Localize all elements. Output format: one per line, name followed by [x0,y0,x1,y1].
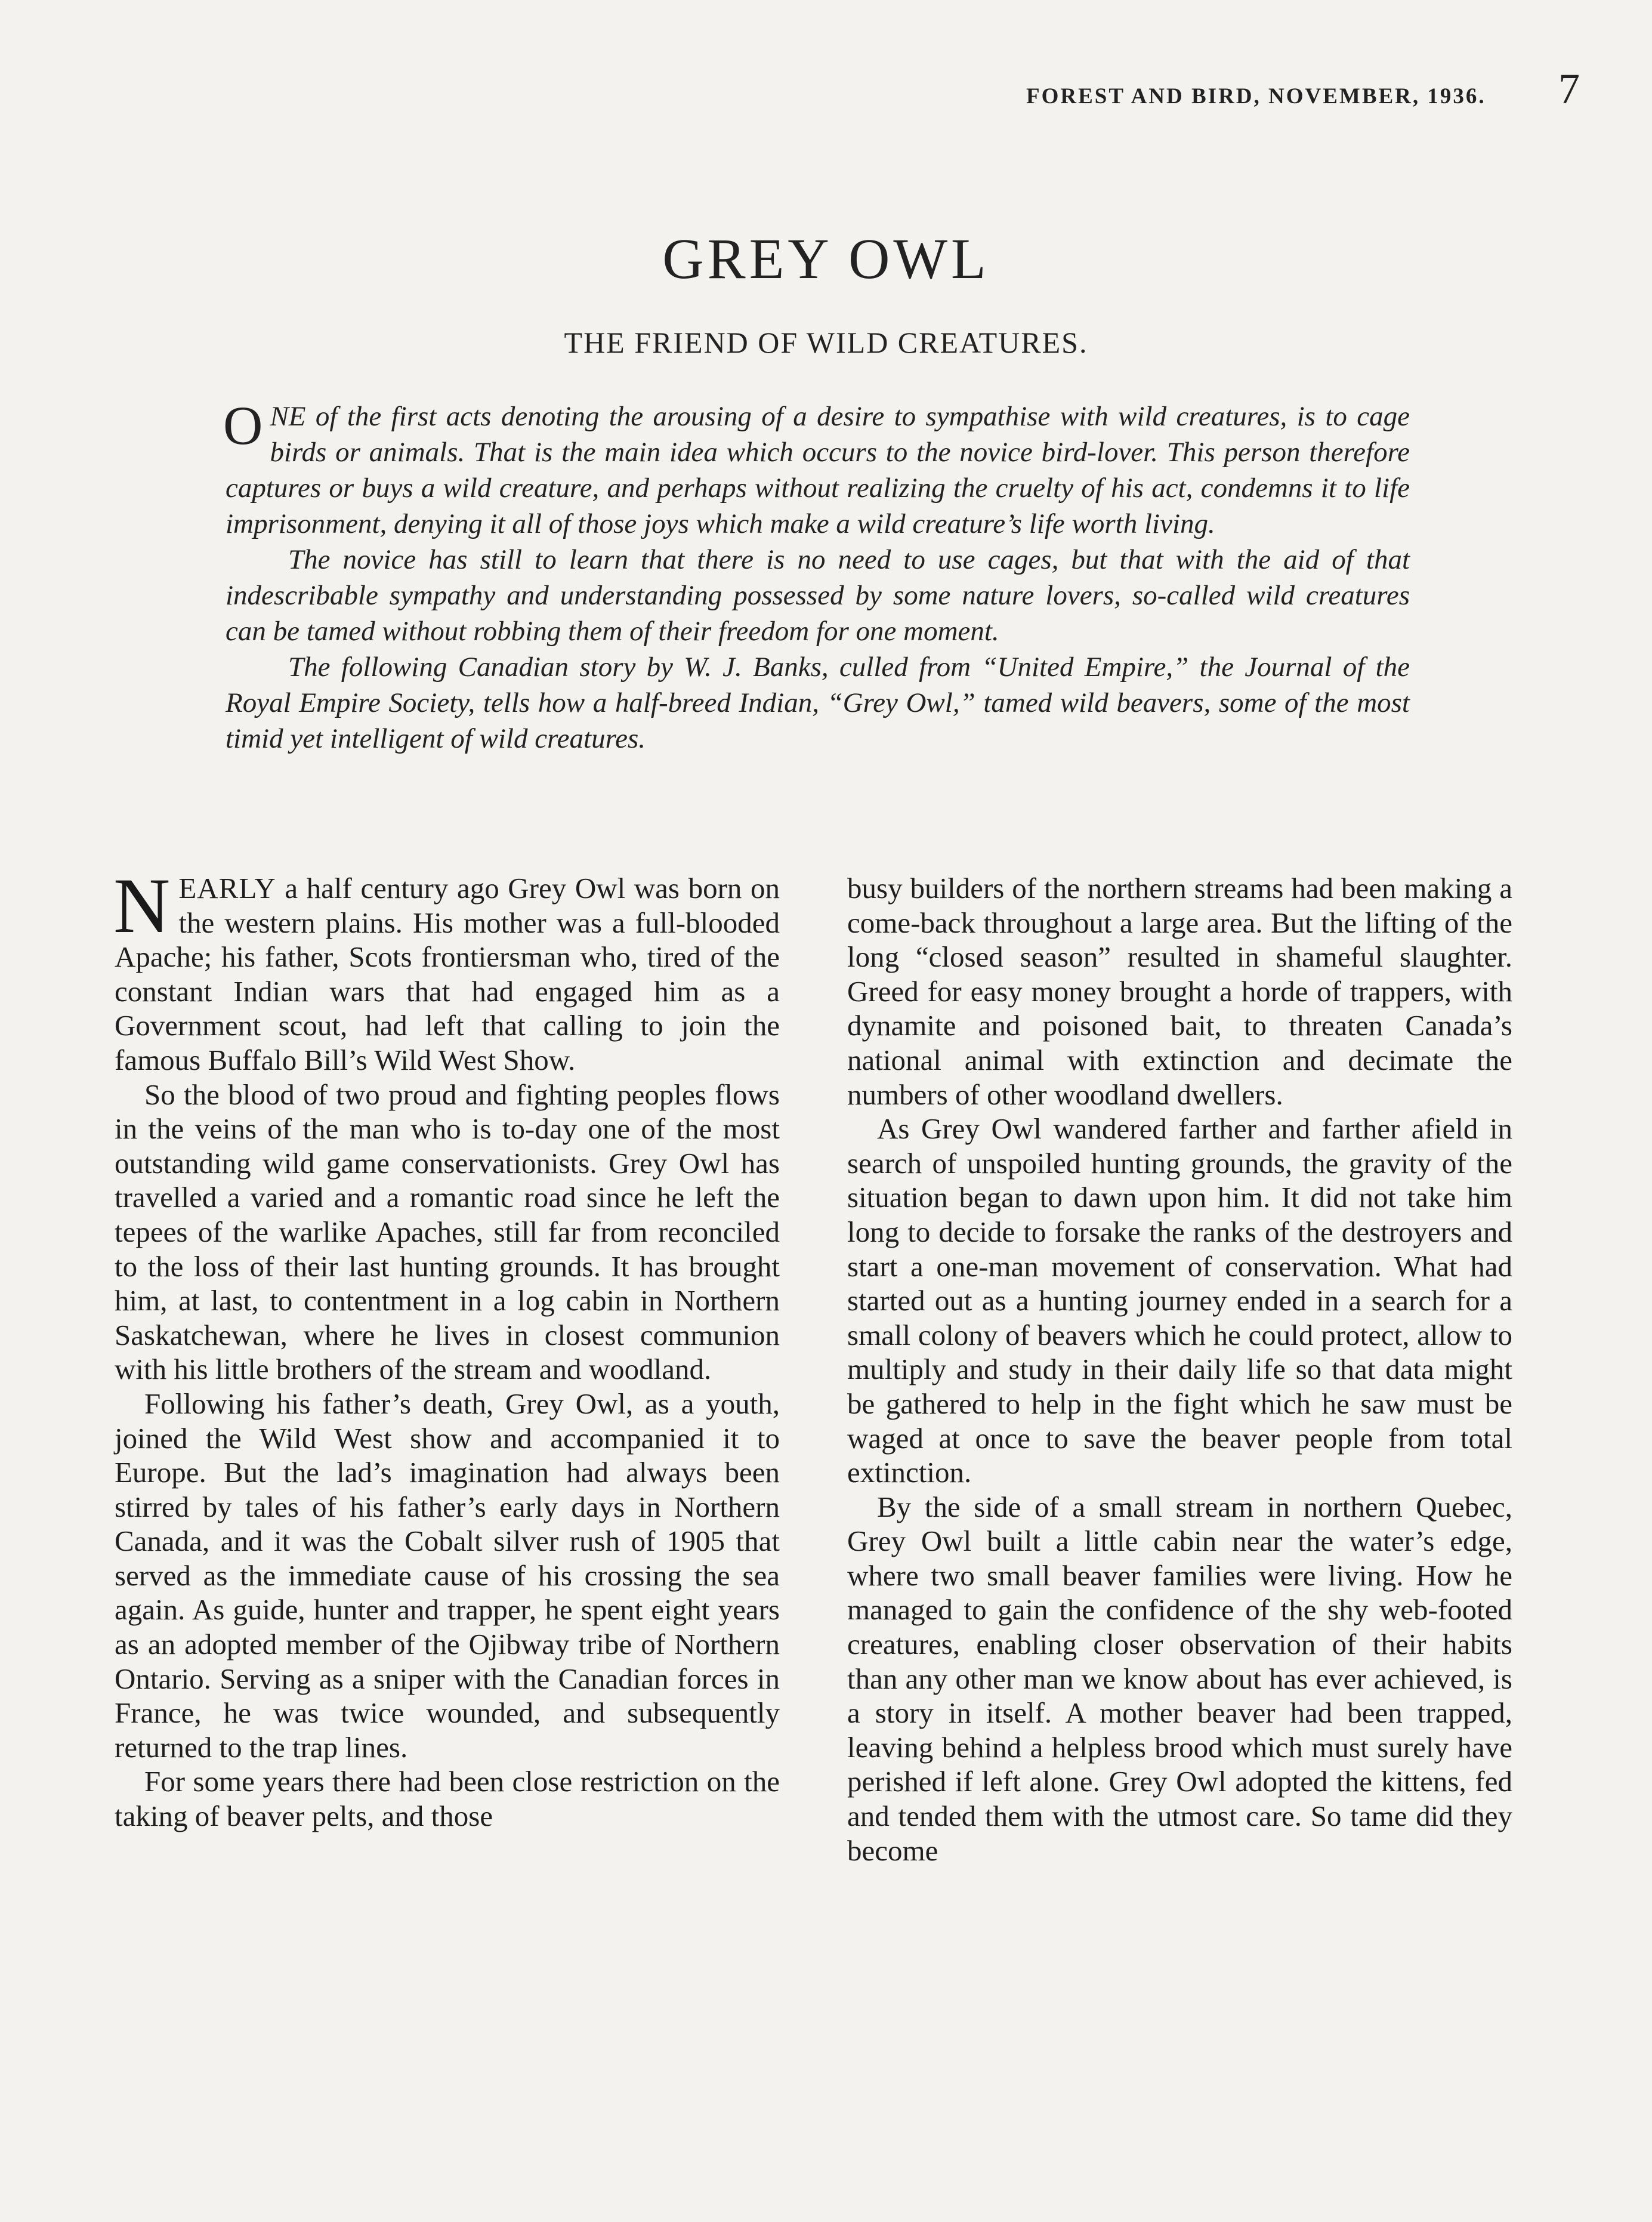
page-number: 7 [1558,65,1580,113]
intro-paragraph-1-text: NE of the first acts denoting the arousing of a desire to sympathise with wild creatures, is to cage birds or animals. That is the main idea which occurs to the novice bird-lover. This person therefore captures or buys a wild creature, and perhaps without realizing the cruelty of his act, condemns it to life imprisonment, denying it all of those joys which make a wild creature’s life worth living. [226,401,1410,539]
drop-cap: N [113,862,171,949]
running-head: FOREST AND BIRD, NOVEMBER, 1936. [1026,84,1486,109]
right-column [847,871,1512,1868]
article-title: GREY OWL [662,227,990,291]
left-column [113,862,780,1834]
right-paragraph-2: As Grey Owl wandered farther and farther afield in search of unspoiled hunting grounds, the gravity of the situation began to dawn upon him. It did not take him long to decide to forsake the ranks of the destroyers and start a one-man movement of conservation. What had started out as a hunting journey ended in a search for a small colony of beavers which he could protect, allow to multiply and study in their daily life so that data might be gathered to help in the fight which he saw must be waged at once to save the beaver people from total extinction. [847,1112,1512,1489]
editorial-intro [223,395,1410,757]
intro-initial: O [223,395,263,456]
intro-paragraph-2: The novice has still to learn that there is no need to use cages, but that with the aid of that indescribable sympathy and understanding possessed by some nature lovers, so-called wild creatures can be tamed without robbing them of their freedom for one moment. [226,544,1410,647]
left-paragraph-2: So the blood of two proud and fighting peoples flows in the veins of the man who is to-day one of the most outstanding wild game conservationists. Grey Owl has travelled a varied and a romantic road since he left the tepees of the warlike Apaches, still far from reconciled to the loss of their last hunting grounds. It has brought him, at last, to contentment in a log cabin in Northern Saskatchewan, where he lives in closest communion with his little brothers of the stream and woodland. [115,1078,780,1386]
article-subtitle: THE FRIEND OF WILD CREATURES. [564,326,1088,359]
left-paragraph-1 [113,862,780,1078]
intro-paragraph-1 [223,395,1410,542]
right-paragraph-3: By the side of a small stream in northern Quebec, Grey Owl built a little cabin near the water’s edge, where two small beaver families were living. How he managed to gain the confidence of the shy web-footed creatures, enabling closer observation of their habits than any other man we know about has ever achieved, is a story in itself. A mother beaver had been trapped, leaving behind a helpless brood which must surely have perished if left alone. Grey Owl adopted the kittens, fed and tended them with the utmost care. So tame did they become [847,1490,1512,1867]
left-paragraph-3: Following his father’s death, Grey Owl, as a youth, joined the Wild West show and accompanied it to Europe. But the lad’s imagination had always been stirred by tales of his father’s early days in Northern Canada, and it was the Cobalt silver rush of 1905 that served as the immediate cause of his crossing the sea again. As guide, hunter and trapper, he spent eight years as an adopted member of the Ojibway tribe of Northern Ontario. Serving as a sniper with the Canadian forces in France, he was twice wounded, and subsequently returned to the trap lines. [115,1387,780,1764]
left-paragraph-1-text: a half century ago Grey Owl was born on the western plains. His mother was a full-blooded Apache; his father, Scots frontiersman who, tired of the constant Indian wars that had engaged him as a Government scout, had left that calling to join the famous Buffalo Bill’s Wild West Show. [115,872,780,1076]
opening-word: EARLY [178,872,276,905]
left-paragraph-4: For some years there had been close restriction on the taking of beaver pelts, and those [115,1765,780,1833]
right-paragraph-1: busy builders of the northern streams had been making a come-back throughout a large area. But the lifting of the long “closed season” resulted in shameful slaughter. Greed for easy money brought a horde of trappers, with dynamite and poisoned bait, to threaten Canada’s national animal with extinction and decimate the numbers of other woodland dwellers. [847,872,1512,1111]
intro-paragraph-3: The following Canadian story by W. J. Banks, culled from “United Empire,” the Journal of the Royal Empire Society, tells how a half-breed Indian, “Grey Owl,” tamed wild beavers, some of the most timid yet intelligent of wild creatures. [226,652,1410,754]
